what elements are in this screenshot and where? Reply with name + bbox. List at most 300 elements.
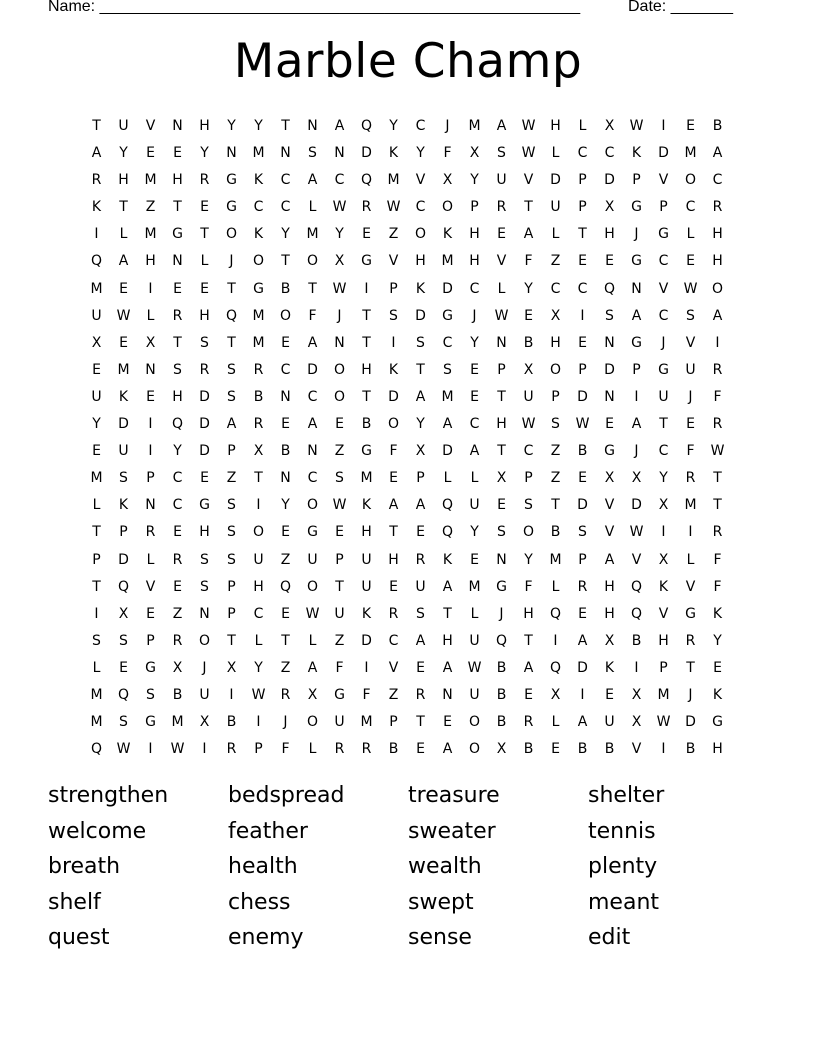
grid-letter: V: [145, 578, 156, 595]
grid-letter: B: [253, 388, 264, 405]
grid-letter: U: [469, 497, 480, 514]
grid-letter: E: [470, 551, 479, 568]
grid-letter: S: [389, 307, 398, 324]
grid-letter: K: [91, 199, 102, 216]
grid-letter: H: [199, 307, 210, 324]
grid-letter: M: [144, 226, 157, 243]
grid-letter: M: [360, 470, 373, 487]
grid-letter: G: [361, 253, 372, 270]
grid-letter: Z: [172, 605, 183, 622]
grid-letter: C: [280, 172, 291, 189]
grid-letter: B: [604, 741, 615, 758]
grid-letter: L: [119, 226, 128, 243]
grid-letter: E: [173, 578, 182, 595]
grid-letter: G: [226, 199, 237, 216]
grid-letter: S: [551, 416, 560, 433]
grid-letter: O: [306, 497, 319, 514]
grid-letter: S: [92, 632, 101, 649]
grid-letter: K: [361, 605, 372, 622]
grid-letter: C: [577, 280, 588, 297]
grid-letter: J: [499, 605, 504, 622]
grid-letter: W: [116, 307, 131, 324]
grid-letter: C: [172, 470, 183, 487]
grid-letter: O: [522, 524, 535, 541]
grid-letter: C: [577, 145, 588, 162]
grid-letter: E: [281, 524, 290, 541]
grid-letter: X: [631, 470, 642, 487]
grid-letter: X: [604, 632, 615, 649]
grid-letter: P: [146, 470, 155, 487]
grid-letter: T: [362, 388, 371, 405]
grid-letter: S: [416, 605, 425, 622]
grid-letter: E: [389, 578, 398, 595]
grid-letter: L: [686, 226, 695, 243]
grid-letter: E: [200, 280, 209, 297]
grid-letter: E: [146, 388, 155, 405]
grid-letter: T: [92, 524, 101, 541]
grid-letter: E: [173, 145, 182, 162]
grid-letter: M: [90, 686, 103, 703]
grid-letter: P: [227, 605, 236, 622]
grid-letter: C: [307, 470, 318, 487]
grid-letter: J: [688, 686, 693, 703]
grid-letter: Y: [92, 416, 101, 433]
grid-letter: C: [604, 145, 615, 162]
grid-letter: H: [523, 605, 534, 622]
grid-letter: L: [686, 551, 695, 568]
grid-letter: R: [91, 172, 102, 189]
grid-letter: M: [117, 361, 130, 378]
grid-letter: L: [470, 605, 479, 622]
grid-letter: X: [199, 714, 210, 731]
grid-letter: H: [496, 416, 507, 433]
grid-letter: H: [199, 118, 210, 134]
grid-letter: N: [145, 497, 156, 514]
grid-letter: N: [145, 361, 156, 378]
grid-letter: X: [550, 307, 561, 324]
word-list-item: bedspread: [228, 783, 345, 808]
grid-letter: P: [389, 714, 398, 731]
grid-letter: E: [686, 118, 695, 134]
grid-letter: I: [148, 280, 153, 297]
grid-letter: I: [148, 443, 153, 460]
grid-letter: I: [634, 659, 639, 676]
grid-letter: E: [416, 524, 425, 541]
grid-letter: B: [631, 632, 642, 649]
grid-letter: L: [551, 714, 560, 731]
grid-letter: L: [308, 741, 317, 758]
grid-letter: G: [442, 307, 453, 324]
grid-letter: Y: [281, 497, 290, 514]
grid-letter: Y: [416, 145, 425, 162]
grid-letter: E: [389, 470, 398, 487]
grid-letter: P: [416, 470, 425, 487]
grid-letter: J: [229, 253, 234, 270]
grid-letter: E: [281, 334, 290, 351]
grid-letter: C: [280, 199, 291, 216]
grid-letter: G: [658, 226, 669, 243]
grid-letter: X: [604, 199, 615, 216]
grid-letter: E: [92, 361, 101, 378]
grid-letter: B: [280, 443, 291, 460]
grid-letter: D: [604, 172, 615, 189]
grid-letter: K: [388, 145, 399, 162]
grid-letter: O: [279, 307, 292, 324]
grid-letter: R: [172, 551, 183, 568]
grid-letter: K: [118, 497, 129, 514]
grid-letter: Q: [225, 307, 238, 324]
grid-letter: R: [199, 361, 210, 378]
grid-letter: V: [388, 253, 399, 270]
grid-letter: Z: [550, 470, 561, 487]
grid-letter: D: [199, 388, 210, 405]
grid-letter: D: [307, 361, 318, 378]
grid-letter: U: [91, 307, 102, 324]
grid-letter: W: [656, 714, 671, 731]
grid-letter: P: [578, 199, 587, 216]
word-list-item: enemy: [228, 925, 304, 951]
grid-letter: Q: [117, 686, 130, 703]
grid-letter: P: [227, 443, 236, 460]
grid-letter: W: [467, 659, 482, 676]
grid-letter: C: [685, 199, 696, 216]
grid-letter: T: [281, 632, 290, 649]
grid-letter: C: [415, 199, 426, 216]
grid-letter: K: [658, 578, 669, 595]
grid-letter: A: [604, 551, 615, 568]
grid-letter: A: [307, 416, 318, 433]
grid-letter: E: [119, 280, 128, 297]
grid-letter: Q: [360, 172, 373, 189]
grid-letter: W: [521, 118, 536, 134]
grid-letter: M: [252, 145, 265, 162]
word-list-item: swept: [408, 889, 474, 915]
grid-letter: R: [712, 199, 723, 216]
grid-letter: I: [364, 280, 369, 297]
grid-letter: W: [629, 118, 644, 134]
grid-letter: O: [252, 253, 265, 270]
grid-letter: X: [253, 443, 264, 460]
grid-letter: G: [253, 280, 264, 297]
grid-letter: E: [497, 226, 506, 243]
grid-letter: C: [469, 280, 480, 297]
grid-letter: G: [631, 334, 642, 351]
word-list-item: health: [228, 854, 298, 880]
grid-letter: H: [442, 632, 453, 649]
grid-letter: W: [710, 443, 725, 460]
grid-letter: W: [170, 741, 185, 758]
grid-letter: L: [146, 307, 155, 324]
grid-letter: T: [416, 714, 425, 731]
grid-letter: R: [415, 686, 426, 703]
grid-letter: D: [577, 659, 588, 676]
grid-letter: U: [523, 388, 534, 405]
grid-letter: N: [280, 470, 291, 487]
word-list-item: shelf: [48, 889, 101, 915]
grid-letter: O: [387, 416, 400, 433]
grid-letter: N: [631, 280, 642, 297]
grid-letter: T: [713, 497, 722, 514]
grid-letter: X: [496, 741, 507, 758]
grid-letter: I: [229, 686, 234, 703]
grid-letter: K: [388, 361, 399, 378]
grid-letter: X: [118, 605, 129, 622]
grid-letter: P: [146, 632, 155, 649]
grid-letter: D: [658, 145, 669, 162]
grid-letter: P: [632, 361, 641, 378]
grid-letter: A: [226, 416, 237, 433]
grid-letter: H: [172, 172, 183, 189]
grid-letter: L: [308, 632, 317, 649]
grid-letter: V: [631, 551, 642, 568]
grid-letter: L: [497, 280, 506, 297]
grid-letter: I: [148, 416, 153, 433]
grid-letter: R: [712, 361, 723, 378]
grid-letter: Z: [145, 199, 156, 216]
grid-letter: D: [415, 307, 426, 324]
grid-letter: R: [199, 172, 210, 189]
grid-letter: N: [172, 253, 183, 270]
grid-letter: I: [634, 388, 639, 405]
grid-letter: V: [658, 605, 669, 622]
grid-letter: H: [145, 253, 156, 270]
grid-letter: P: [659, 199, 668, 216]
grid-letter: T: [416, 361, 425, 378]
grid-letter: X: [91, 334, 102, 351]
grid-letter: E: [605, 416, 614, 433]
grid-letter: W: [575, 416, 590, 433]
grid-letter: U: [118, 118, 129, 134]
grid-letter: J: [688, 388, 693, 405]
grid-letter: E: [281, 605, 290, 622]
grid-letter: O: [306, 253, 319, 270]
grid-letter: Q: [549, 605, 562, 622]
grid-letter: K: [712, 686, 723, 703]
grid-letter: V: [685, 334, 696, 351]
grid-letter: B: [388, 741, 399, 758]
word-list-item: sense: [408, 925, 472, 951]
grid-letter: H: [658, 632, 669, 649]
grid-letter: D: [577, 388, 588, 405]
grid-letter: V: [523, 172, 534, 189]
grid-letter: T: [227, 334, 236, 351]
grid-letter: P: [659, 659, 668, 676]
grid-letter: V: [388, 659, 399, 676]
grid-letter: H: [361, 361, 372, 378]
grid-letter: G: [631, 199, 642, 216]
grid-letter: Y: [254, 659, 263, 676]
grid-letter: L: [551, 578, 560, 595]
grid-letter: I: [715, 334, 720, 351]
grid-letter: P: [524, 470, 533, 487]
grid-letter: F: [713, 551, 722, 568]
grid-letter: L: [551, 145, 560, 162]
grid-letter: G: [307, 524, 318, 541]
grid-letter: J: [661, 334, 666, 351]
grid-letter: N: [334, 334, 345, 351]
grid-letter: G: [172, 226, 183, 243]
grid-letter: T: [524, 199, 533, 216]
grid-letter: Q: [441, 497, 454, 514]
grid-letter: O: [252, 524, 265, 541]
word-list-item: meant: [588, 889, 660, 915]
grid-letter: A: [307, 334, 318, 351]
grid-letter: E: [173, 524, 182, 541]
grid-letter: R: [361, 741, 372, 758]
grid-letter: A: [577, 632, 588, 649]
grid-letter: U: [253, 551, 264, 568]
grid-letter: X: [658, 497, 669, 514]
grid-letter: T: [686, 659, 695, 676]
grid-letter: T: [659, 416, 668, 433]
grid-letter: I: [661, 118, 666, 134]
grid-letter: H: [712, 253, 723, 270]
grid-letter: E: [173, 280, 182, 297]
grid-letter: Z: [388, 686, 399, 703]
grid-letter: B: [712, 118, 723, 134]
word-list-item: wealth: [408, 854, 482, 880]
grid-letter: D: [388, 388, 399, 405]
grid-letter: Z: [226, 470, 237, 487]
grid-letter: E: [416, 659, 425, 676]
grid-letter: Y: [254, 118, 263, 134]
grid-letter: D: [361, 632, 372, 649]
grid-letter: R: [172, 632, 183, 649]
grid-letter: W: [305, 605, 320, 622]
grid-letter: H: [199, 524, 210, 541]
grid-letter: N: [172, 118, 183, 134]
grid-letter: Q: [279, 578, 292, 595]
grid-letter: R: [334, 741, 345, 758]
grid-letter: G: [334, 686, 345, 703]
grid-letter: U: [334, 605, 345, 622]
grid-letter: B: [550, 524, 561, 541]
grid-letter: P: [551, 388, 560, 405]
grid-letter: B: [577, 741, 588, 758]
grid-letter: V: [658, 280, 669, 297]
worksheet-header: [48, 0, 748, 20]
grid-letter: X: [226, 659, 237, 676]
grid-letter: M: [684, 497, 697, 514]
grid-letter: L: [551, 226, 560, 243]
grid-letter: L: [308, 199, 317, 216]
grid-letter: S: [227, 497, 236, 514]
grid-letter: C: [442, 334, 453, 351]
page-title: Marble Champ: [233, 34, 583, 89]
grid-letter: U: [361, 551, 372, 568]
grid-letter: E: [686, 416, 695, 433]
grid-letter: A: [496, 118, 507, 134]
grid-letter: O: [198, 632, 211, 649]
word-list-item: shelter: [588, 783, 665, 808]
grid-letter: E: [497, 497, 506, 514]
grid-letter: L: [470, 470, 479, 487]
grid-letter: A: [334, 118, 345, 134]
grid-letter: K: [442, 226, 453, 243]
grid-letter: A: [118, 253, 129, 270]
grid-letter: S: [146, 686, 155, 703]
grid-letter: S: [497, 145, 506, 162]
grid-letter: H: [550, 334, 561, 351]
grid-letter: H: [604, 578, 615, 595]
grid-letter: L: [443, 470, 452, 487]
grid-letter: Z: [550, 443, 561, 460]
grid-letter: Y: [470, 524, 479, 541]
grid-letter: D: [685, 714, 696, 731]
grid-letter: P: [227, 578, 236, 595]
grid-letter: Z: [334, 443, 345, 460]
grid-letter: J: [283, 714, 288, 731]
grid-letter: C: [658, 253, 669, 270]
grid-letter: I: [580, 686, 585, 703]
grid-letter: S: [443, 361, 452, 378]
grid-letter: V: [604, 497, 615, 514]
grid-letter: T: [713, 470, 722, 487]
grid-letter: C: [334, 172, 345, 189]
grid-letter: F: [308, 307, 317, 324]
grid-letter: H: [550, 118, 561, 134]
grid-letter: T: [227, 280, 236, 297]
grid-letter: A: [712, 307, 723, 324]
grid-letter: E: [146, 605, 155, 622]
grid-letter: D: [442, 443, 453, 460]
grid-letter: S: [605, 307, 614, 324]
grid-letter: D: [442, 280, 453, 297]
grid-letter: N: [496, 334, 507, 351]
grid-letter: X: [523, 361, 534, 378]
grid-letter: V: [604, 524, 615, 541]
grid-letter: T: [335, 578, 344, 595]
grid-letter: U: [469, 686, 480, 703]
grid-letter: G: [226, 172, 237, 189]
grid-letter: E: [92, 443, 101, 460]
grid-letter: E: [578, 253, 587, 270]
grid-letter: M: [441, 253, 454, 270]
grid-letter: M: [549, 551, 562, 568]
grid-letter: F: [686, 443, 695, 460]
grid-letter: R: [712, 524, 723, 541]
word-list-item: breath: [48, 854, 121, 880]
grid-letter: H: [118, 172, 129, 189]
grid-letter: C: [253, 199, 264, 216]
grid-letter: B: [226, 714, 237, 731]
grid-letter: M: [252, 307, 265, 324]
grid-letter: G: [712, 714, 723, 731]
grid-letter: X: [631, 686, 642, 703]
grid-letter: X: [307, 686, 318, 703]
grid-letter: E: [119, 659, 128, 676]
grid-letter: X: [172, 659, 183, 676]
grid-letter: O: [468, 714, 481, 731]
grid-letter: P: [389, 280, 398, 297]
grid-letter: V: [658, 172, 669, 189]
grid-letter: C: [388, 632, 399, 649]
grid-letter: E: [578, 605, 587, 622]
grid-letter: K: [631, 145, 642, 162]
grid-letter: S: [200, 578, 209, 595]
grid-letter: E: [686, 253, 695, 270]
grid-letter: Y: [200, 145, 209, 162]
grid-letter: K: [118, 388, 129, 405]
grid-letter: K: [253, 226, 264, 243]
grid-letter: Q: [90, 741, 103, 758]
grid-letter: T: [362, 334, 371, 351]
grid-letter: I: [202, 741, 207, 758]
grid-letter: X: [550, 686, 561, 703]
grid-letter: E: [713, 659, 722, 676]
grid-letter: I: [391, 334, 396, 351]
grid-letter: P: [578, 551, 587, 568]
